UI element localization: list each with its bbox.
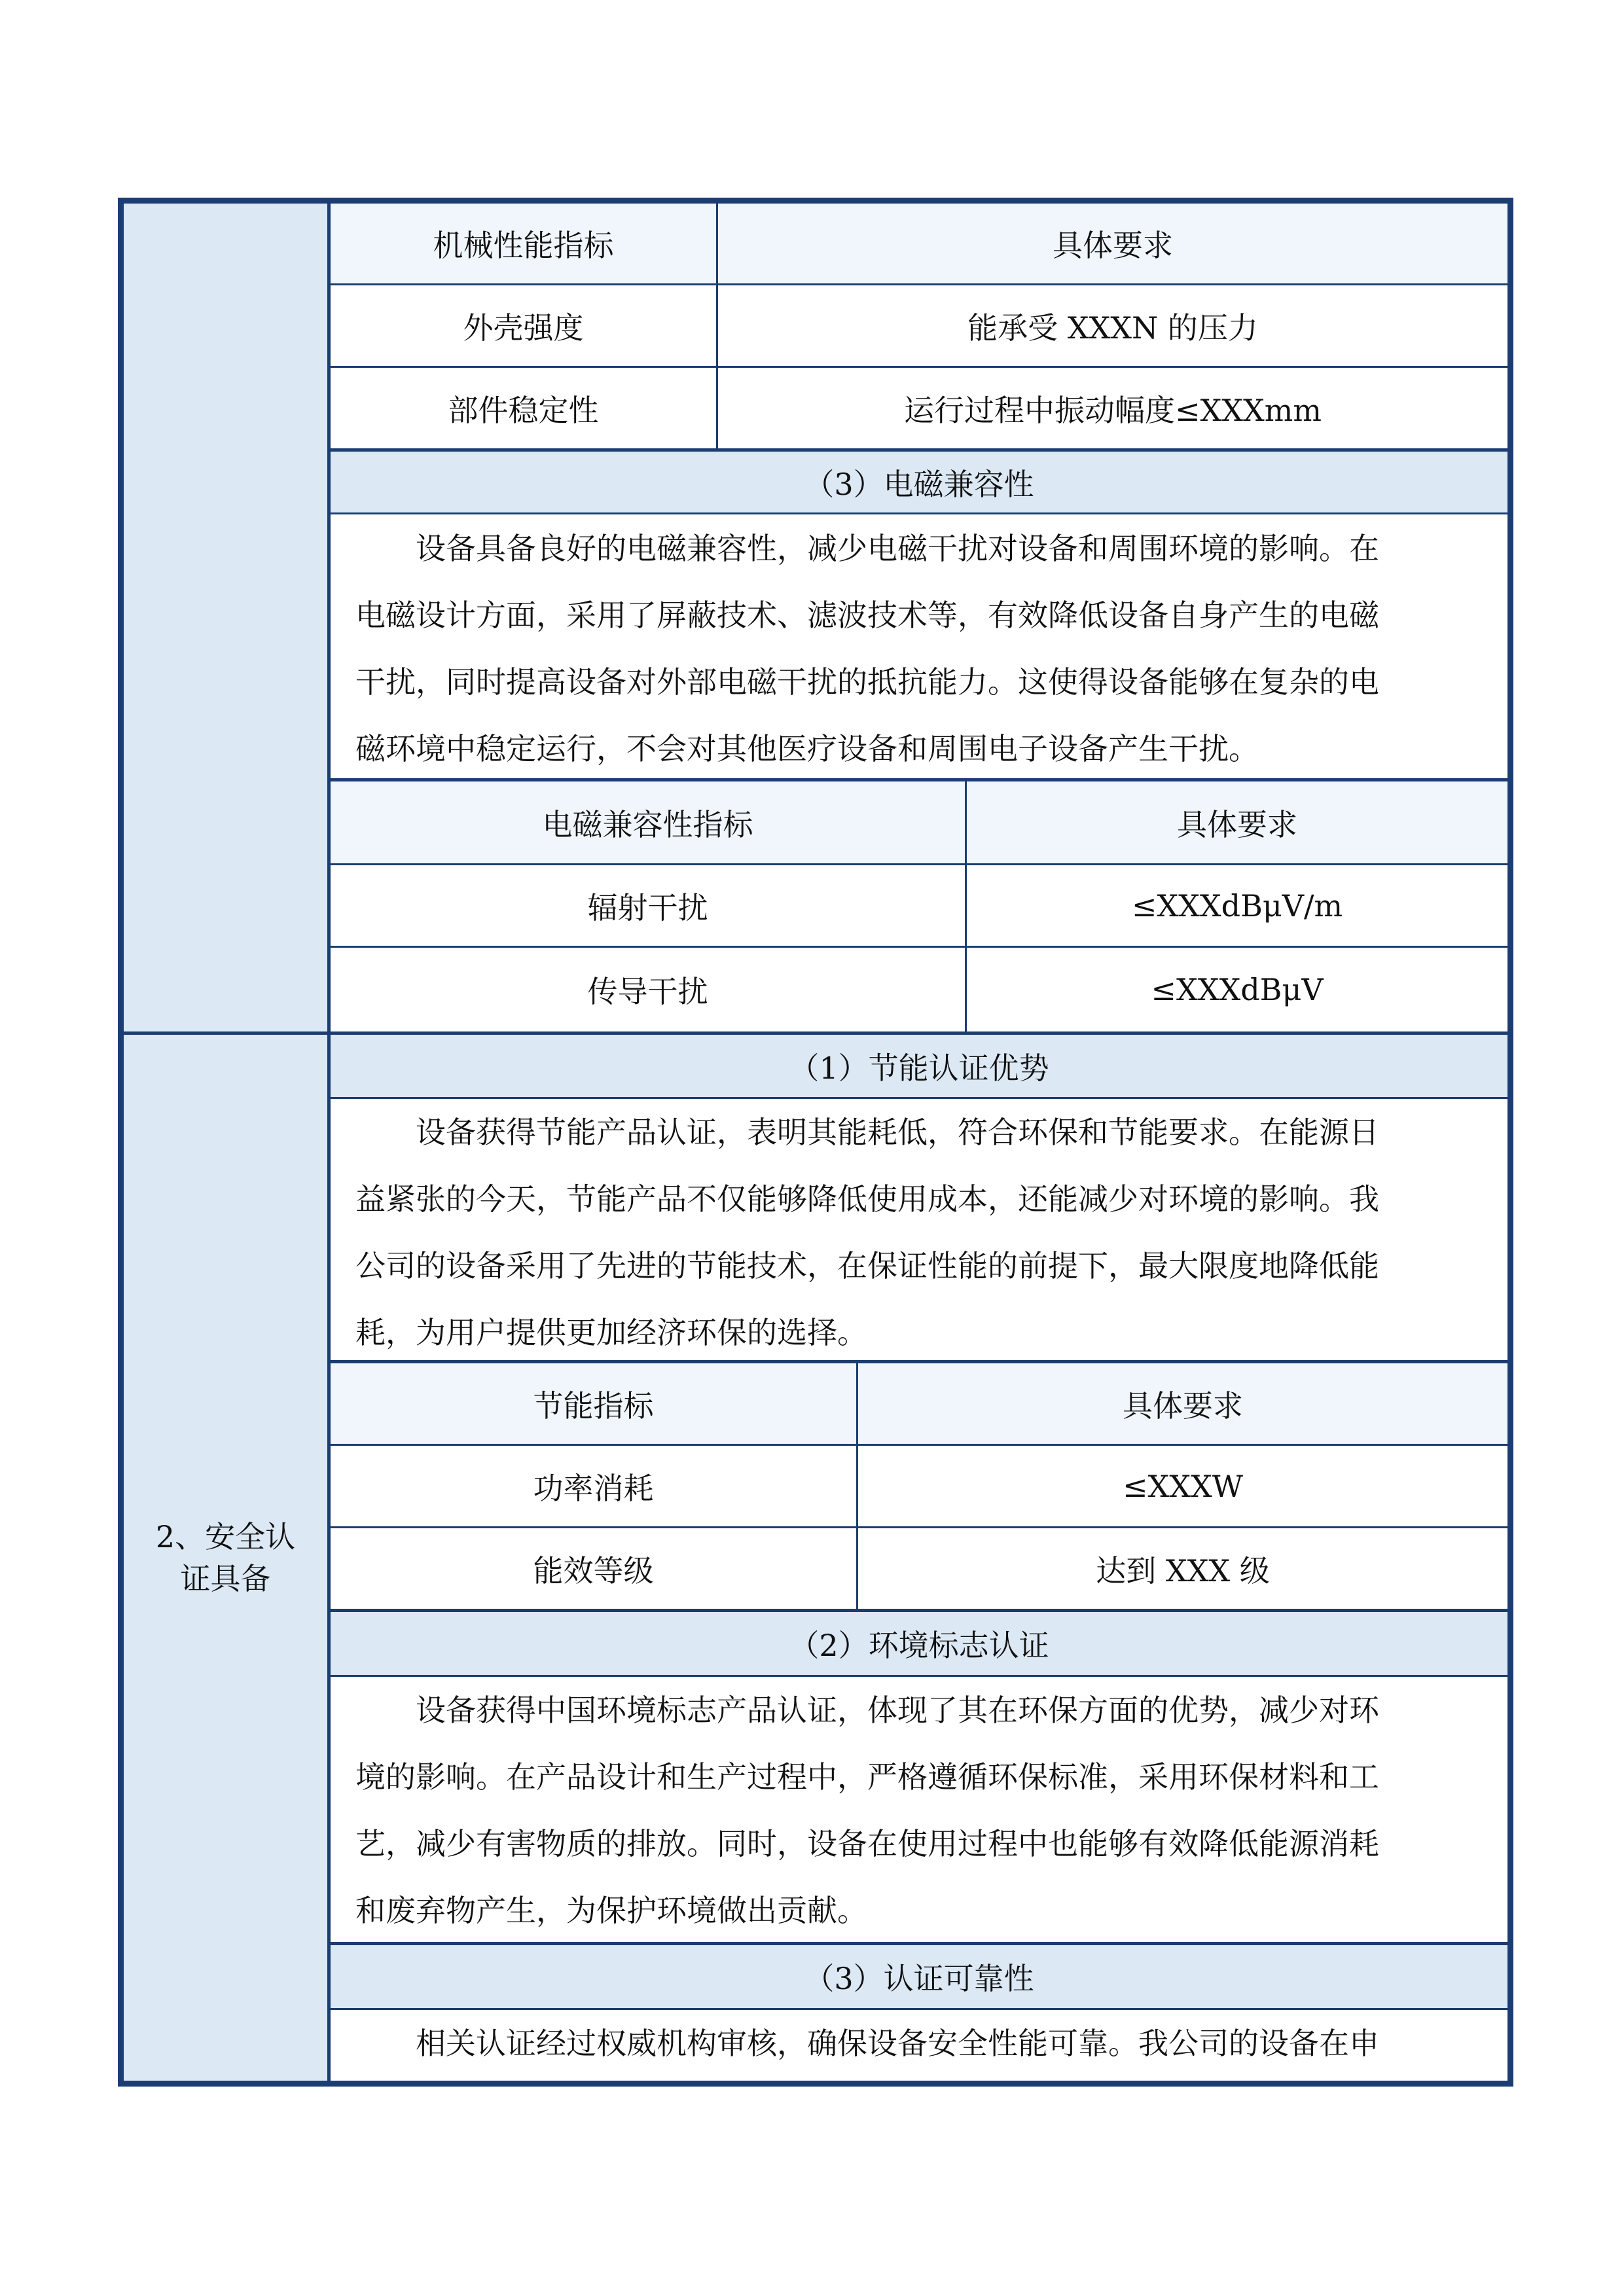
mechanical-header-requirement: 具体要求 <box>1053 228 1173 263</box>
emc-row1-requirement: ≤XXXdBμV/m <box>1131 888 1343 924</box>
reliability-paragraph: 相关认证经过权威机构审核，确保设备安全性能可靠。我公司的设备在申 <box>416 2026 1379 2061</box>
energy-row2-requirement: 达到 XXX 级 <box>1096 1552 1270 1588</box>
mechanical-row1-requirement: 能承受 XXXN 的压力 <box>967 310 1258 346</box>
table-row <box>331 285 1507 368</box>
emc-header-indicator: 电磁兼容性指标 <box>331 781 967 863</box>
energy-table-header <box>331 1363 1507 1446</box>
mechanical-table-header <box>331 204 1507 285</box>
emc-row2-requirement: ≤XXXdBμV <box>1151 972 1324 1007</box>
emc-table-header <box>331 781 1507 865</box>
environment-paragraph: 设备获得中国环境标志产品认证，体现了其在环保方面的优势，减少对环 境的影响。在产品设计和生产过程中，严格遵循环保标准，采用环保材料和工 艺，减少有害物质的排放。同时，设备在使用过程中也能够有效降低能源消耗 和废弃物产生，为保护环境做出贡献。 <box>331 1677 1507 1945</box>
table-row <box>331 1528 1507 1612</box>
emc-header-requirement: 具体要求 <box>1177 806 1297 842</box>
table-row <box>331 948 1507 1035</box>
environment-heading: （2）环境标志认证 <box>331 1612 1507 1677</box>
energy-row1-requirement: ≤XXXW <box>1122 1468 1244 1504</box>
energy-heading: （1）节能认证优势 <box>331 1035 1507 1099</box>
content-column <box>331 204 1507 2081</box>
mechanical-row2-indicator: 部件稳定性 <box>331 368 718 448</box>
left-label-column <box>124 204 331 2081</box>
mechanical-row2-requirement: 运行过程中振动幅度≤XXXmm <box>903 392 1322 428</box>
emc-row1-indicator: 辐射干扰 <box>331 865 967 946</box>
left-cell-section1 <box>124 204 331 1035</box>
table-row <box>331 1446 1507 1528</box>
table-row <box>331 368 1507 452</box>
left-cell-section2 <box>124 1035 331 2081</box>
mechanical-header-indicator: 机械性能指标 <box>331 204 718 283</box>
table-row <box>331 865 1507 948</box>
emc-paragraph: 设备具备良好的电磁兼容性，减少电磁干扰对设备和周围环境的影响。在 电磁设计方面，采用了屏蔽技术、滤波技术等，有效降低设备自身产生的电磁 干扰，同时提高设备对外部电磁干扰的抵抗能力。这使得设备能够在复杂的电 磁环境中稳定运行，不会对其他医疗设备和周围电子设备产生干扰。 <box>331 514 1507 781</box>
energy-paragraph: 设备获得节能产品认证，表明其能耗低，符合环保和节能要求。在能源日 益紧张的今天，节能产品不仅能够降低使用成本，还能减少对环境的影响。我 公司的设备采用了先进的节能技术，在保证性能的前提下，最大限度地降低能 耗，为用户提供更加经济环保的选择。 <box>331 1099 1507 1363</box>
mechanical-row1-indicator: 外壳强度 <box>331 285 718 366</box>
energy-row1-indicator: 功率消耗 <box>331 1446 858 1526</box>
section2-label: 2、安全认 证具备 <box>155 1519 296 1596</box>
document-table-frame <box>118 198 1513 2087</box>
reliability-heading: （3）认证可靠性 <box>331 1945 1507 2010</box>
energy-row2-indicator: 能效等级 <box>331 1528 858 1609</box>
emc-row2-indicator: 传导干扰 <box>331 948 967 1031</box>
energy-header-requirement: 具体要求 <box>1123 1388 1243 1424</box>
emc-heading: （3）电磁兼容性 <box>331 452 1507 514</box>
energy-header-indicator: 节能指标 <box>331 1363 858 1444</box>
